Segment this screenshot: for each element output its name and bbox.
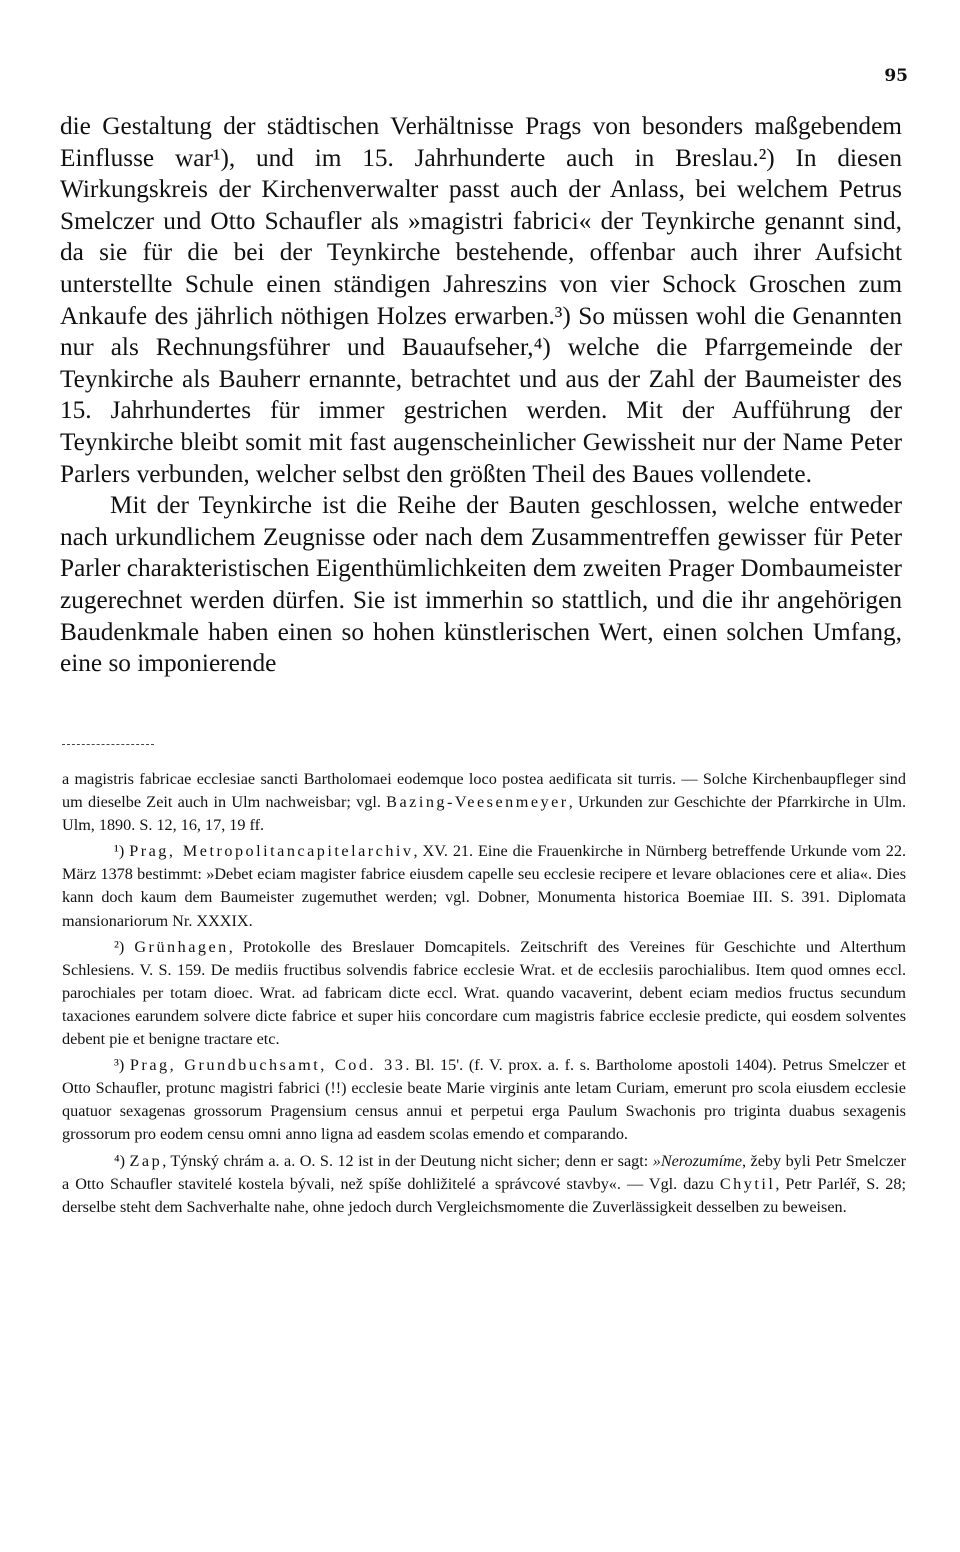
footnote-source: Chytil: [719, 1174, 776, 1193]
footnote-text: a magistris fabricae ecclesiae sancti Bartholomaei eodemque loco postea aedificata sit turris. — Solche Kirchenbaupfleger sind um dieselbe Zeit auch in Ulm nachweisbar; vgl.: [62, 770, 906, 812]
footnote-3: [62, 1054, 906, 1146]
footnote-quote: »Nerozumíme: [652, 1151, 743, 1170]
footnote-text: , Petr Parléř, S. 28; derselbe steht dem Sachverhalte nahe, ohne jedoch durch Vergleichsmomente die Zuverlässigkeit desselben zu beweisen.: [62, 1174, 906, 1216]
footnote-4: [62, 1150, 906, 1219]
body-paragraph: Mit der Teynkirche ist die Reihe der Bauten geschlossen, welche entweder nach urkundlichem Zeugnisse oder nach dem Zusammentreffen gewisser für Peter Parler charakteristischen Eigenthümlichkeiten dem zweiten Prager Dombaumeister zugerechnet werden dürfen. Sie ist immerhin so stattlich, und die ihr angehörigen Baudenkmale haben einen so hohen künstlerischen Wert, einen solchen Umfang, eine so imponierende: [60, 491, 902, 678]
footnote-1: [62, 840, 906, 932]
footnote-marker: ³): [114, 1056, 125, 1075]
footnote-text: , Protokolle des Breslauer Domcapitels. Zeitschrift des Vereines für Geschichte und Alterthum Schlesiens. V. S. 159. De mediis fructibus solvendis fabrice ecclesie Wrat. et de ecclesiis parochialibus. Item quod omnes eccl. parochiales per totam dioec. Wrat. ad fabricam dicte eccl. Wrat. quando vacaverint, debent eciam medios fructus secundum taxaciones earundem solvere dicte fabrice et super hiis concordare cum magistris fabrice ecclesie predicte, qui eosdem solventes debent pie et benigne tractare etc.: [62, 937, 907, 1049]
body-paragraph: die Gestaltung der städtischen Verhältnisse Prags von besonders maßgebendem Einflusse war¹), und im 15. Jahrhunderte auch in Breslau.²) In diesen Wirkungskreis der Kirchenverwalter passt auch der Anlass, bei welchem Petrus Smelczer und Otto Schaufler als »magistri fabrici« der Teynkirche genannt sind, da sie für die bei der Teynkirche bestehende, offenbar auch ihrer Aufsicht unterstellte Schule einen ständigen Jahreszins von vier Schock Groschen zum Ankaufe des jährlich nöthigen Holzes erwarben.³) So müssen wohl die Genannten nur als Rechnungsführer und Bauaufseher,⁴) welche die Pfarrgemeinde der Teynkirche als Bauherr ernannte, betrachtet und aus der Zahl der Baumeister des 15. Jahrhundertes für immer gestrichen werden. Mit der Aufführung der Teynkirche bleibt somit mit fast augenscheinlicher Gewissheit nur der Name Peter Parlers verbunden, welcher selbst den größten Theil des Baues vollendete.: [60, 112, 902, 488]
page-number: 95: [884, 66, 908, 86]
footnote-source: Prag, Metropolitancapitelarchiv: [129, 842, 414, 861]
footnote-marker: ¹): [114, 842, 125, 861]
footnote-source: Prag, Grundbuchsamt, Cod. 33: [129, 1056, 406, 1075]
footnotes: [62, 768, 906, 1222]
footnote-text: . Bl. 15'. (f. V. prox. a. f. s. Bartholome apostoli 1404). Petrus Smelczer et Otto Schaufler, protunc magistri fabrici (!!) ecclesie beate Marie virginis ante letam Curiam, emerunt pro scola eiusdem ecclesie quatuor sexagenas grossorum Pragensium census annui et perpetui erga Paulum Swachonis pro triginta duabus sexagenis grossorum pro eodem censu omni anno ligna ad easdem scolas emendo et comparando.: [62, 1056, 906, 1144]
footnote-text: , žeby byli Petr Smelczer a Otto Schaufler stavitelé kostela bývali, než spíše dohližitelé a správcové stavby«. — Vgl. dazu: [62, 1151, 906, 1193]
footnote-separator: [62, 744, 154, 745]
footnote-text: , Týnský chrám a. a. O. S. 12 ist in der Deutung nicht sicher; denn er sagt:: [162, 1151, 653, 1170]
footnote-source: Zap: [129, 1151, 163, 1170]
footnote-text: , Urkunden zur Geschichte der Pfarrkirche in Ulm. Ulm, 1890. S. 12, 16, 17, 19 ff.: [62, 793, 906, 835]
main-text: [60, 111, 902, 680]
footnote-source: Grünhagen: [134, 937, 229, 956]
footnote-author: Bazing-Veesenmeyer: [386, 793, 569, 812]
footnote-text: , XV. 21. Eine die Frauenkirche in Nürnberg betreffende Urkunde vom 22. März 1378 bestimmt: »Debet eciam magister fabrice eiusdem capelle seu ecclesie recipere et levare oblaciones cere et alia«. Dies kann doch kaum dem Baumeister zugemuthet werden; vgl. Dobner, Monumenta historica Boemiae III. S. 391. Diplomata mansionariorum Nr. XXXIX.: [62, 842, 906, 930]
footnote-2: [62, 936, 906, 1051]
footnote-continuation: [62, 768, 906, 837]
footnote-marker: ²): [114, 937, 125, 956]
footnote-marker: ⁴): [114, 1151, 126, 1170]
